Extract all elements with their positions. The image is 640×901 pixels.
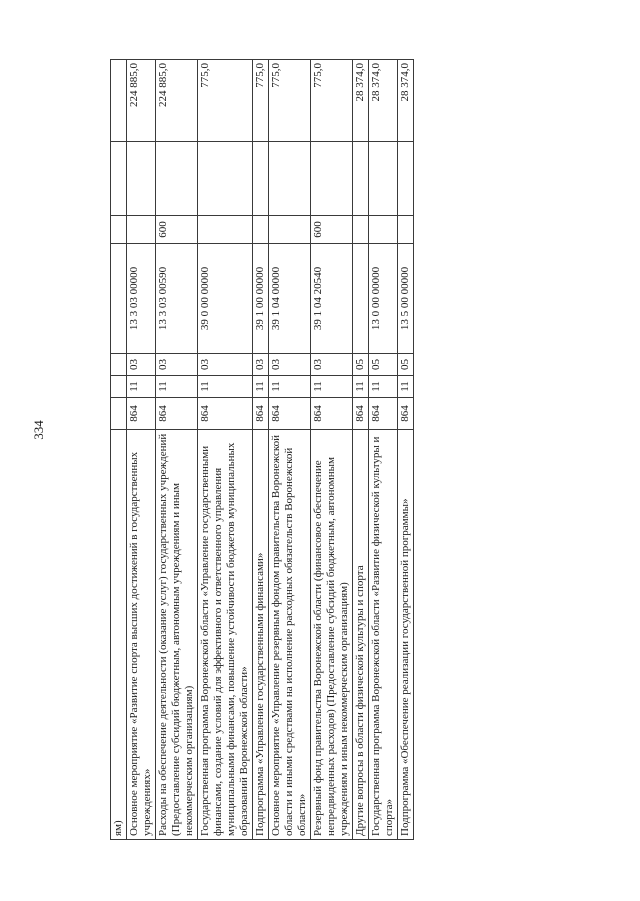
amount-cell	[111, 60, 127, 142]
budget-table-body	[111, 60, 414, 840]
subsection-cell: 05	[353, 354, 369, 376]
section-cell: 11	[369, 376, 398, 398]
code-cell: 864	[198, 398, 253, 430]
subsection-cell: 03	[198, 354, 253, 376]
blank-cell	[127, 142, 156, 216]
target-article-cell: 39 1 00 00000	[253, 244, 269, 354]
name-cell: Государственная программа Воронежской области «Развитие физической культуры и спорта»	[369, 430, 398, 840]
section-cell: 11	[353, 376, 369, 398]
amount-cell: 28 374,0	[369, 60, 398, 142]
budget-table	[110, 59, 414, 840]
table-row	[311, 60, 353, 840]
blank-cell	[111, 142, 127, 216]
target-article-cell: 13 3 03 00590	[156, 244, 198, 354]
amount-cell: 775,0	[198, 60, 253, 142]
subsection-cell	[111, 354, 127, 376]
section-cell: 11	[311, 376, 353, 398]
expense-type-cell	[398, 216, 414, 244]
section-cell: 11	[253, 376, 269, 398]
code-cell: 864	[269, 398, 311, 430]
subsection-cell: 03	[269, 354, 311, 376]
code-cell: 864	[127, 398, 156, 430]
blank-cell	[253, 142, 269, 216]
target-article-cell	[111, 244, 127, 354]
blank-cell	[198, 142, 253, 216]
section-cell: 11	[198, 376, 253, 398]
expense-type-cell: 600	[311, 216, 353, 244]
amount-cell: 28 374,0	[353, 60, 369, 142]
target-article-cell: 39 1 04 00000	[269, 244, 311, 354]
target-article-cell: 13 3 03 00000	[127, 244, 156, 354]
subsection-cell: 05	[398, 354, 414, 376]
code-cell: 864	[156, 398, 198, 430]
section-cell: 11	[127, 376, 156, 398]
table-row	[353, 60, 369, 840]
code-cell	[111, 398, 127, 430]
name-cell: Подпрограмма «Управление государственными финансами»	[253, 430, 269, 840]
target-article-cell: 13 5 00 00000	[398, 244, 414, 354]
expense-type-cell	[198, 216, 253, 244]
code-cell: 864	[253, 398, 269, 430]
code-cell: 864	[353, 398, 369, 430]
amount-cell: 224 885,0	[156, 60, 198, 142]
section-cell	[111, 376, 127, 398]
amount-cell: 775,0	[311, 60, 353, 142]
expense-type-cell	[269, 216, 311, 244]
continued-name-cell: ям)	[111, 430, 127, 840]
subsection-cell: 05	[369, 354, 398, 376]
table-row	[369, 60, 398, 840]
table-row	[398, 60, 414, 840]
subsection-cell: 03	[127, 354, 156, 376]
name-cell: Расходы на обеспечение деятельности (оказание услуг) государственных учреждений (Предоставление субсидий бюджетным, автономным учреждениям и иным некоммерческим организациям)	[156, 430, 198, 840]
amount-cell: 775,0	[269, 60, 311, 142]
code-cell: 864	[311, 398, 353, 430]
section-cell: 11	[156, 376, 198, 398]
subsection-cell: 03	[156, 354, 198, 376]
target-article-cell: 39 1 04 20540	[311, 244, 353, 354]
code-cell: 864	[398, 398, 414, 430]
name-cell: Государственная программа Воронежской области «Управление государственными финансами, создание условий для эффективного и ответственного управления муниципальными финансами, повышение устойчивости бюджетов муниципальных образований Воронежской области»	[198, 430, 253, 840]
expense-type-cell: 600	[156, 216, 198, 244]
name-cell: Другие вопросы в области физической культуры и спорта	[353, 430, 369, 840]
table-row	[253, 60, 269, 840]
expense-type-cell	[127, 216, 156, 244]
subsection-cell: 03	[311, 354, 353, 376]
expense-type-cell	[253, 216, 269, 244]
amount-cell: 775,0	[253, 60, 269, 142]
blank-cell	[269, 142, 311, 216]
table-row	[156, 60, 198, 840]
expense-type-cell	[111, 216, 127, 244]
name-cell: Подпрограмма «Обеспечение реализации государственной программы»	[398, 430, 414, 840]
amount-cell: 224 885,0	[127, 60, 156, 142]
table-row	[198, 60, 253, 840]
name-cell: Резервный фонд правительства Воронежской области (финансовое обеспечение непредвиденных расходов) (Предоставление субсидий бюджетным, автономным учреждениям и иным некоммерческим организациям)	[311, 430, 353, 840]
code-cell: 864	[369, 398, 398, 430]
target-article-cell: 39 0 00 00000	[198, 244, 253, 354]
section-cell: 11	[269, 376, 311, 398]
table-row	[127, 60, 156, 840]
page-number: 334	[31, 420, 46, 440]
expense-type-cell	[353, 216, 369, 244]
target-article-cell: 13 0 00 00000	[369, 244, 398, 354]
subsection-cell: 03	[253, 354, 269, 376]
blank-cell	[156, 142, 198, 216]
name-cell: Основное мероприятие «Развитие спорта высших достижений в государственных учреждениях»	[127, 430, 156, 840]
blank-cell	[353, 142, 369, 216]
amount-cell: 28 374,0	[398, 60, 414, 142]
target-article-cell	[353, 244, 369, 354]
name-cell: Основное мероприятие «Управление резервным фондом правительства Воронежской области и иными средствами на исполнение расходных обязательств Воронежской области»	[269, 430, 311, 840]
blank-cell	[369, 142, 398, 216]
table-row-continuation	[111, 60, 127, 840]
blank-cell	[311, 142, 353, 216]
expense-type-cell	[369, 216, 398, 244]
table-row	[269, 60, 311, 840]
blank-cell	[398, 142, 414, 216]
rotated-table-container	[110, 60, 552, 840]
section-cell: 11	[398, 376, 414, 398]
